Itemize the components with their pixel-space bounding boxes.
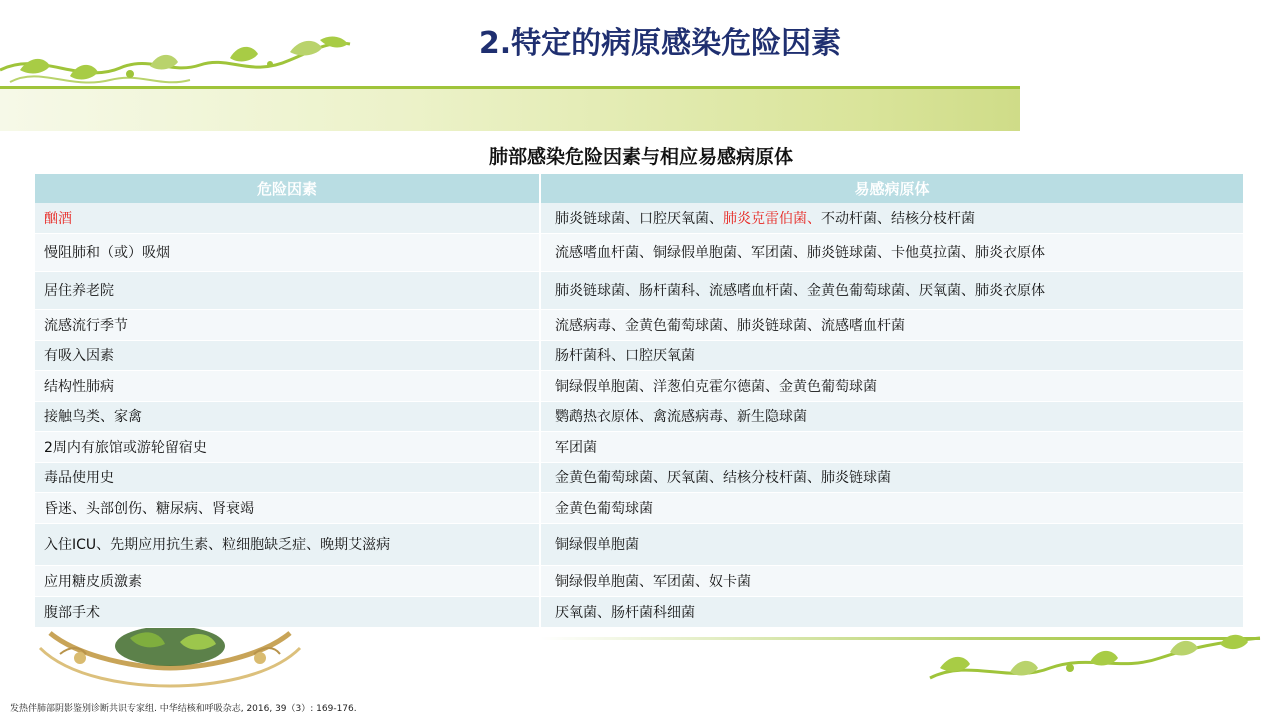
header-band xyxy=(0,86,1020,131)
slide-title: 2.特定的病原感染危险因素 xyxy=(478,26,842,61)
pathogen-cell: 铜绿假单胞菌、洋葱伯克霍尔德菌、金黄色葡萄球菌 xyxy=(540,370,1244,401)
risk-factor-cell: 毒品使用史 xyxy=(35,462,540,492)
risk-factor-cell: 慢阻肺和（或）吸烟 xyxy=(35,233,540,271)
pathogen-cell: 铜绿假单胞菌、军团菌、奴卡菌 xyxy=(540,565,1244,596)
table-row xyxy=(35,523,1244,565)
highlighted-pathogen: 肺炎克雷伯菌、 xyxy=(723,210,821,227)
table-row xyxy=(35,462,1244,492)
pathogen-cell: 铜绿假单胞菌 xyxy=(540,523,1244,565)
bottom-right-floral-ornament xyxy=(920,628,1270,692)
pathogen-cell: 流感病毒、金黄色葡萄球菌、肺炎链球菌、流感嗜血杆菌 xyxy=(540,309,1244,340)
citation-text: 发热伴肺部阴影鉴别诊断共识专家组. 中华结核和呼吸杂志, 2016, 39（3）: 169-176. xyxy=(10,704,357,714)
pathogen-cell: 肺炎链球菌、口腔厌氧菌、肺炎克雷伯菌、不动杆菌、结核分枝杆菌 xyxy=(540,203,1244,233)
pathogen-cell: 军团菌 xyxy=(540,431,1244,462)
table-caption: 肺部感染危险因素与相应易感病原体 xyxy=(488,146,793,168)
risk-factor-cell: 结构性肺病 xyxy=(35,370,540,401)
table-row xyxy=(35,309,1244,340)
risk-factor-cell: 入住ICU、先期应用抗生素、粒细胞缺乏症、晚期艾滋病 xyxy=(35,523,540,565)
table-row xyxy=(35,596,1244,627)
risk-factor-table xyxy=(35,174,1245,628)
pathogen-cell: 厌氧菌、肠杆菌科细菌 xyxy=(540,596,1244,627)
bottom-left-floral-frame-ornament xyxy=(20,628,320,690)
pathogen-cell: 鹦鹉热衣原体、禽流感病毒、新生隐球菌 xyxy=(540,401,1244,431)
table-row xyxy=(35,431,1244,462)
table-row xyxy=(35,565,1244,596)
pathogen-cell: 流感嗜血杆菌、铜绿假单胞菌、军团菌、肺炎链球菌、卡他莫拉菌、肺炎衣原体 xyxy=(540,233,1244,271)
risk-factor-cell xyxy=(35,203,540,233)
column-header-risk-factor: 危险因素 xyxy=(35,174,540,203)
pathogen-cell: 金黄色葡萄球菌 xyxy=(540,492,1244,523)
risk-factor-text: 酗酒 xyxy=(44,210,72,227)
table-header-row xyxy=(35,174,1244,203)
risk-factor-cell: 流感流行季节 xyxy=(35,309,540,340)
table-row xyxy=(35,233,1244,271)
table-row xyxy=(35,370,1244,401)
risk-factor-cell: 昏迷、头部创伤、糖尿病、肾衰竭 xyxy=(35,492,540,523)
table-row xyxy=(35,492,1244,523)
risk-factor-cell: 接触鸟类、家禽 xyxy=(35,401,540,431)
table-row xyxy=(35,340,1244,370)
pathogen-cell: 金黄色葡萄球菌、厌氧菌、结核分枝杆菌、肺炎链球菌 xyxy=(540,462,1244,492)
risk-factor-cell: 腹部手术 xyxy=(35,596,540,627)
table-row xyxy=(35,271,1244,309)
risk-factor-cell: 2周内有旅馆或游轮留宿史 xyxy=(35,431,540,462)
table-row xyxy=(35,401,1244,431)
pathogen-cell: 肺炎链球菌、肠杆菌科、流感嗜血杆菌、金黄色葡萄球菌、厌氧菌、肺炎衣原体 xyxy=(540,271,1244,309)
risk-factor-cell: 居住养老院 xyxy=(35,271,540,309)
column-header-pathogens: 易感病原体 xyxy=(540,174,1244,203)
table-row xyxy=(35,203,1244,233)
pathogen-cell: 肠杆菌科、口腔厌氧菌 xyxy=(540,340,1244,370)
risk-factor-cell: 有吸入因素 xyxy=(35,340,540,370)
risk-factor-cell: 应用糖皮质激素 xyxy=(35,565,540,596)
